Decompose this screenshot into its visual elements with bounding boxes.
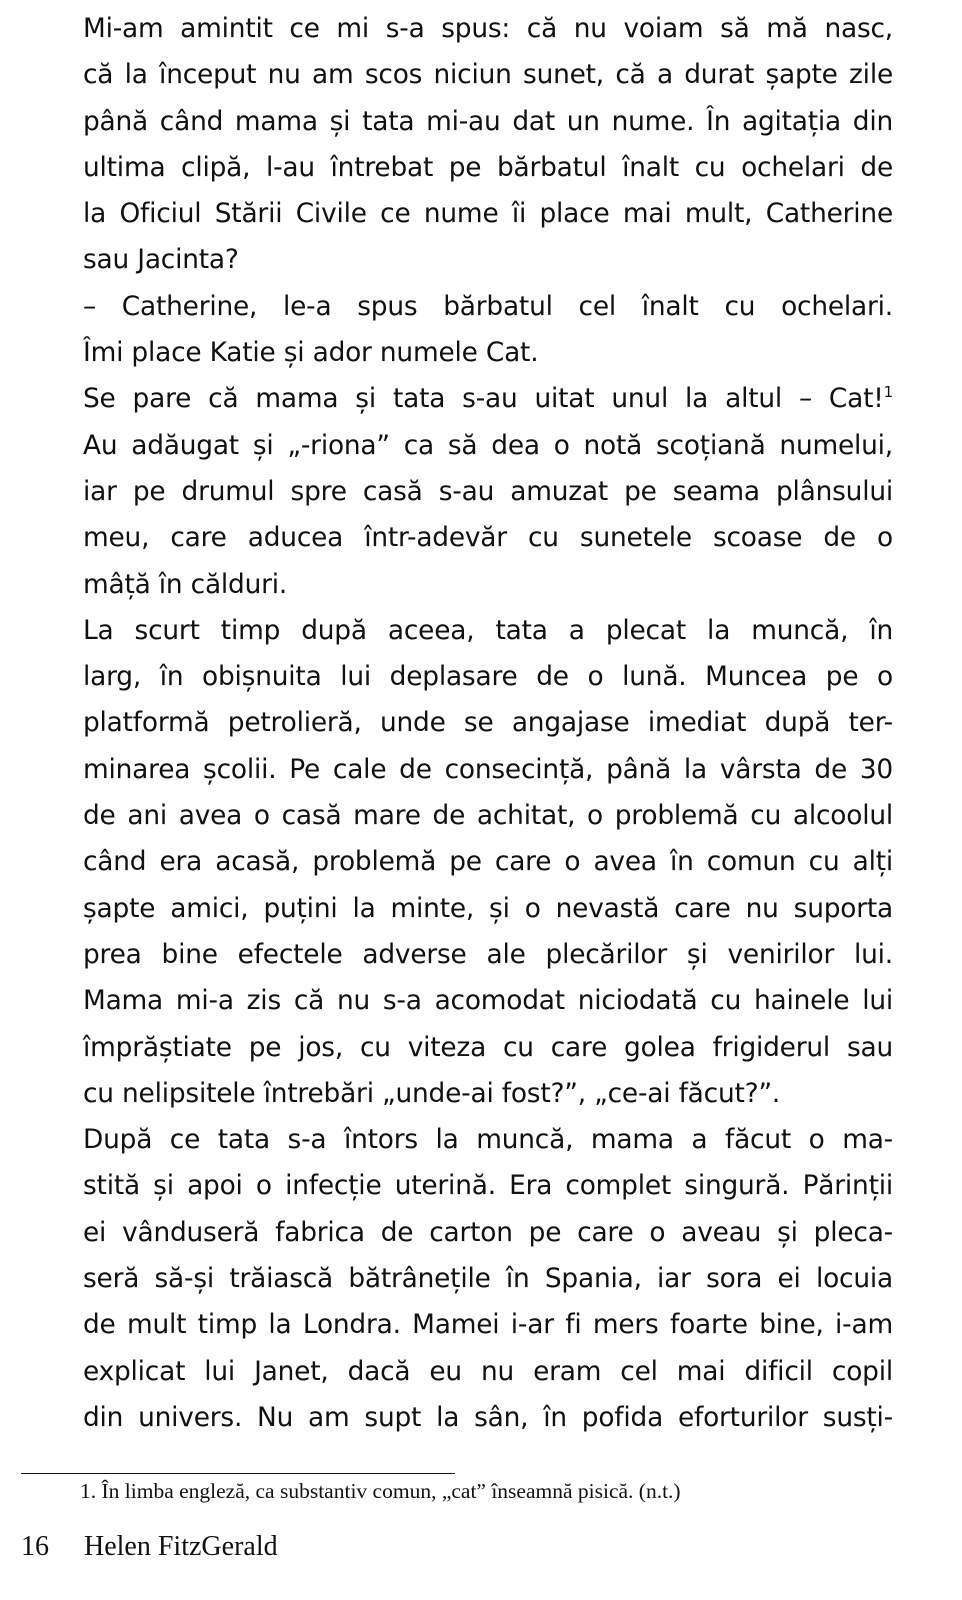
text-line: sau Jacinta? [83,244,239,276]
text-line: iar pe drumul spre casă s-au amuzat pe seama plânsului [83,475,893,507]
running-footer [21,1527,278,1567]
text-line: până când mama și tata mi-au dat un nume. În agitația din [83,105,893,137]
text-line: Se pare că mama și tata s-au uitat unul la altul – Cat!$^1$ [83,383,893,415]
text-line: seră să-și trăiască bătrânețile în Spania, iar sora ei locuia [83,1263,893,1295]
text-line: Mi-am amintit ce mi s-a spus: că nu voiam să mă nasc, [83,13,893,44]
text-line: de mult timp la Londra. Mamei i-ar fi mers foarte bine, i-am [83,1309,893,1341]
footnote: 1. În limba engleză, ca substantiv comun, „cat” înseamnă pisică. (n.t.) [80,1479,681,1503]
text-line: După ce tata s-a întors la muncă, mama a făcut o ma- [83,1124,893,1156]
text-line: Îmi place Katie și ador numele Cat. [83,337,539,369]
text-line: larg, în obișnuita lui deplasare de o lună. Muncea pe o [83,661,893,693]
text-line: când era acasă, problemă pe care o avea în comun cu alți [83,846,893,878]
text-line: șapte amici, puțini la minte, și o nevastă care nu suporta [83,892,893,924]
text-line: prea bine efectele adverse ale plecărilor și venirilor lui. [83,938,893,970]
page-body [21,6,893,1441]
body-text [21,6,893,1441]
text-line: Au adăugat și „-riona” ca să dea o notă scoțiană numelui, [83,429,893,461]
footnote-reference: 1 [883,383,893,402]
paragraph [21,1117,893,1441]
footnote-separator [21,1473,455,1474]
text-line: platformă petrolieră, unde se angajase imediat după ter- [83,707,893,739]
text-line: din univers. Nu am supt la sân, în pofida eforturilor susți- [83,1401,893,1433]
text-line: cu nelipsitele întrebări „unde-ai fost?”, „ce-ai făcut?”. [83,1077,781,1109]
text-line: explicat lui Janet, dacă eu nu eram cel mai dificil copil [83,1355,893,1387]
text-line: La scurt timp după aceea, tata a plecat la muncă, în [83,614,893,646]
paragraph [21,284,893,377]
paragraph [21,608,893,1117]
text-line: la Oficiul Stării Civile ce nume îi place mai mult, Catherine [83,198,893,230]
page-number: 16 [21,1531,49,1562]
paragraph [21,376,893,607]
text-line: – Catherine, le-a spus bărbatul cel înalt cu ochelari. [83,290,893,322]
text-line: meu, care aducea într-adevăr cu sunetele scoase de o [83,522,893,554]
text-line: împrăștiate pe jos, cu viteza cu care golea frigiderul sau [83,1031,893,1063]
text-line: stită și apoi o infecție uterină. Era complet singură. Părinții [83,1170,893,1202]
text-line: că la început nu am scos niciun sunet, că a durat șapte zile [83,59,893,91]
running-head-author: Helen FitzGerald [84,1531,278,1562]
text-line: Mama mi-a zis că nu s-a acomodat niciodată cu hainele lui [83,985,893,1017]
paragraph [21,6,893,284]
text-line: ei vânduseră fabrica de carton pe care o aveau și pleca- [83,1216,893,1248]
text-line: de ani avea o casă mare de achitat, o problemă cu alcoolul [83,800,893,832]
text-line: ultima clipă, l-au întrebat pe bărbatul înalt cu ochelari de [83,151,893,183]
text-line: mâță în călduri. [83,568,288,600]
text-line: minarea școlii. Pe cale de consecință, până la vârsta de 30 [83,753,893,785]
